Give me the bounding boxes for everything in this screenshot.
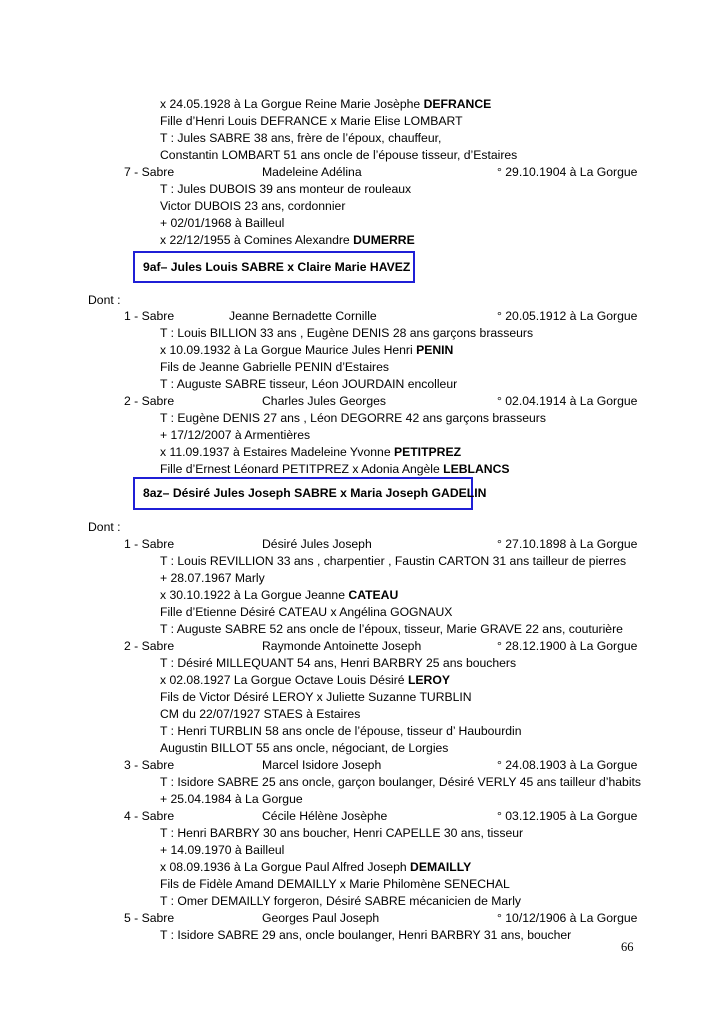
record-line-text: + 14.09.1970 à Bailleul xyxy=(160,843,285,857)
record-line xyxy=(160,672,450,688)
record-line-text: Fille d’Henri Louis DEFRANCE x Marie Elise LOMBART xyxy=(160,114,463,128)
record-line xyxy=(160,825,523,841)
family-heading-box: 8az– Désiré Jules Joseph SABRE x Maria Joseph GADELIN xyxy=(133,477,473,510)
record-line xyxy=(160,553,626,569)
record-line xyxy=(160,232,415,248)
record-line-text: T : Henri BARBRY 30 ans boucher, Henri CAPELLE 30 ans, tisseur xyxy=(160,826,524,840)
record-line-text: T : Jules SABRE 38 ans, frère de l’époux, chauffeur, xyxy=(160,131,442,145)
record-line-text: x 02.08.1927 La Gorgue Octave Louis Désiré xyxy=(160,673,408,687)
child-number: 4 - Sabre xyxy=(124,809,175,823)
record-line-text: T : Henri TURBLIN 58 ans oncle de l’épouse, tisseur d’ Haubourdin xyxy=(160,724,522,738)
record-line xyxy=(160,740,448,756)
record-line-text: Constantin LOMBART 51 ans oncle de l’épouse tisseur, d’Estaires xyxy=(160,148,518,162)
record-line-text: + 28.07.1967 Marly xyxy=(160,571,265,585)
record-line xyxy=(160,655,516,671)
record-line-text: T : Jules DUBOIS 39 ans monteur de rouleaux xyxy=(160,182,412,196)
record-line-text: T : Louis BILLION 33 ans , Eugène DENIS 28 ans garçons brasseurs xyxy=(160,326,534,340)
record-line xyxy=(160,774,641,790)
record-line-text: T : Auguste SABRE 52 ans oncle de l’époux, tisseur, Marie GRAVE 22 ans, couturière xyxy=(160,622,623,636)
record-line-text: Fils de Jeanne Gabrielle PENIN d’Estaires xyxy=(160,360,389,374)
birth-date: ° 28.12.1900 à La Gorgue xyxy=(497,639,638,653)
record-line-text: T : Isidore SABRE 25 ans oncle, garçon boulanger, Désiré VERLY 45 ans tailleur d’habits xyxy=(160,775,642,789)
record-line xyxy=(160,342,453,358)
birth-date: ° 10/12/1906 à La Gorgue xyxy=(497,911,638,925)
record-line xyxy=(160,444,461,460)
record-line-surname: PENIN xyxy=(416,343,454,357)
child-name: Charles Jules Georges xyxy=(262,394,386,408)
child-name: Madeleine Adélina xyxy=(262,165,362,179)
record-line-text: Fille d’Ernest Léonard PETITPREZ x Adonia Angèle xyxy=(160,462,444,476)
record-line xyxy=(160,198,345,214)
child-number: 7 - Sabre xyxy=(124,165,175,179)
child-number: 3 - Sabre xyxy=(124,758,175,772)
record-line-surname: CATEAU xyxy=(348,588,399,602)
record-line-text: T : Eugène DENIS 27 ans , Léon DEGORRE 42 ans garçons brasseurs xyxy=(160,411,546,425)
record-line-text: Victor DUBOIS 23 ans, cordonnier xyxy=(160,199,346,213)
record-line-text: Fils de Victor Désiré LEROY x Juliette Suzanne TURBLIN xyxy=(160,690,472,704)
record-line xyxy=(160,859,471,875)
child-number: 1 - Sabre xyxy=(124,309,175,323)
record-line-surname: DEMAILLY xyxy=(410,860,472,874)
family-heading-box: 9af– Jules Louis SABRE x Claire Marie HAVEZ xyxy=(133,251,415,283)
child-name: Raymonde Antoinette Joseph xyxy=(262,639,422,653)
record-line-text: + 25.04.1984 à La Gorgue xyxy=(160,792,303,806)
record-line-surname: LEBLANCS xyxy=(443,462,510,476)
record-line xyxy=(160,927,571,943)
record-line xyxy=(160,689,472,705)
record-line xyxy=(160,893,521,909)
record-line xyxy=(160,376,457,392)
record-line xyxy=(160,130,441,146)
record-line xyxy=(160,96,491,112)
birth-date: ° 24.08.1903 à La Gorgue xyxy=(497,758,638,772)
record-line-surname: PETITPREZ xyxy=(393,445,462,459)
child-name: Cécile Hélène Josèphe xyxy=(262,809,388,823)
record-line-surname: LEROY xyxy=(407,673,450,687)
record-line-text: x 10.09.1932 à La Gorgue Maurice Jules Henri xyxy=(160,343,417,357)
record-line-text: x 22/12/1955 à Comines Alexandre xyxy=(160,233,354,247)
birth-date: ° 29.10.1904 à La Gorgue xyxy=(497,165,638,179)
child-number: 1 - Sabre xyxy=(124,537,175,551)
record-line-text: T : Omer DEMAILLY forgeron, Désiré SABRE mécanicien de Marly xyxy=(160,894,522,908)
record-line-text: T : Louis REVILLION 33 ans , charpentier , Faustin CARTON 31 ans tailleur de pierres xyxy=(160,554,627,568)
record-line-text: x 30.10.1922 à La Gorgue Jeanne xyxy=(160,588,349,602)
record-line-text: Fils de Fidèle Amand DEMAILLY x Marie Philomène SENECHAL xyxy=(160,877,510,891)
record-line xyxy=(160,706,360,722)
record-line-text: x 08.09.1936 à La Gorgue Paul Alfred Joseph xyxy=(160,860,411,874)
child-number: 5 - Sabre xyxy=(124,911,175,925)
record-line xyxy=(160,215,284,231)
record-line xyxy=(160,427,310,443)
birth-date: ° 02.04.1914 à La Gorgue xyxy=(497,394,638,408)
record-line-text: Fille d’Etienne Désiré CATEAU x Angélina GOGNAUX xyxy=(160,605,453,619)
record-line xyxy=(160,181,411,197)
record-line xyxy=(160,723,522,739)
record-line-text: + 02/01/1968 à Bailleul xyxy=(160,216,285,230)
record-line xyxy=(160,842,284,858)
dont-label: Dont : xyxy=(88,520,121,534)
record-line-text: x 24.05.1928 à La Gorgue Reine Marie Josèphe xyxy=(160,97,424,111)
record-line xyxy=(160,410,546,426)
record-line-surname: DEFRANCE xyxy=(423,97,492,111)
birth-date: ° 20.05.1912 à La Gorgue xyxy=(497,309,638,323)
record-line-text: Augustin BILLOT 55 ans oncle, négociant, de Lorgies xyxy=(160,741,449,755)
record-line xyxy=(160,359,389,375)
record-line xyxy=(160,461,510,477)
birth-date: ° 03.12.1905 à La Gorgue xyxy=(497,809,638,823)
record-line-text: T : Auguste SABRE tisseur, Léon JOURDAIN encolleur xyxy=(160,377,458,391)
child-number: 2 - Sabre xyxy=(124,394,175,408)
dont-label: Dont : xyxy=(88,293,121,307)
record-line-text: + 17/12/2007 à Armentières xyxy=(160,428,311,442)
record-line xyxy=(160,791,303,807)
birth-date: ° 27.10.1898 à La Gorgue xyxy=(497,537,638,551)
child-name: Désiré Jules Joseph xyxy=(262,537,372,551)
record-line-text: T : Désiré MILLEQUANT 54 ans, Henri BARBRY 25 ans bouchers xyxy=(160,656,517,670)
record-line-text: CM du 22/07/1927 STAES à Estaires xyxy=(160,707,361,721)
record-line xyxy=(160,621,623,637)
record-line xyxy=(160,113,463,129)
child-name: Georges Paul Joseph xyxy=(262,911,380,925)
record-line xyxy=(160,147,517,163)
record-line-text: T : Isidore SABRE 29 ans, oncle boulanger, Henri BARBRY 31 ans, boucher xyxy=(160,928,572,942)
child-name: Marcel Isidore Joseph xyxy=(262,758,382,772)
page-number: 66 xyxy=(621,940,634,954)
record-line xyxy=(160,604,452,620)
record-line xyxy=(160,325,533,341)
record-line-text: x 11.09.1937 à Estaires Madeleine Yvonne xyxy=(160,445,394,459)
child-name: Jeanne Bernadette Cornille xyxy=(229,309,377,323)
record-line xyxy=(160,876,510,892)
child-number: 2 - Sabre xyxy=(124,639,175,653)
record-line-surname: DUMERRE xyxy=(353,233,415,247)
record-line xyxy=(160,587,398,603)
record-line xyxy=(160,570,265,586)
